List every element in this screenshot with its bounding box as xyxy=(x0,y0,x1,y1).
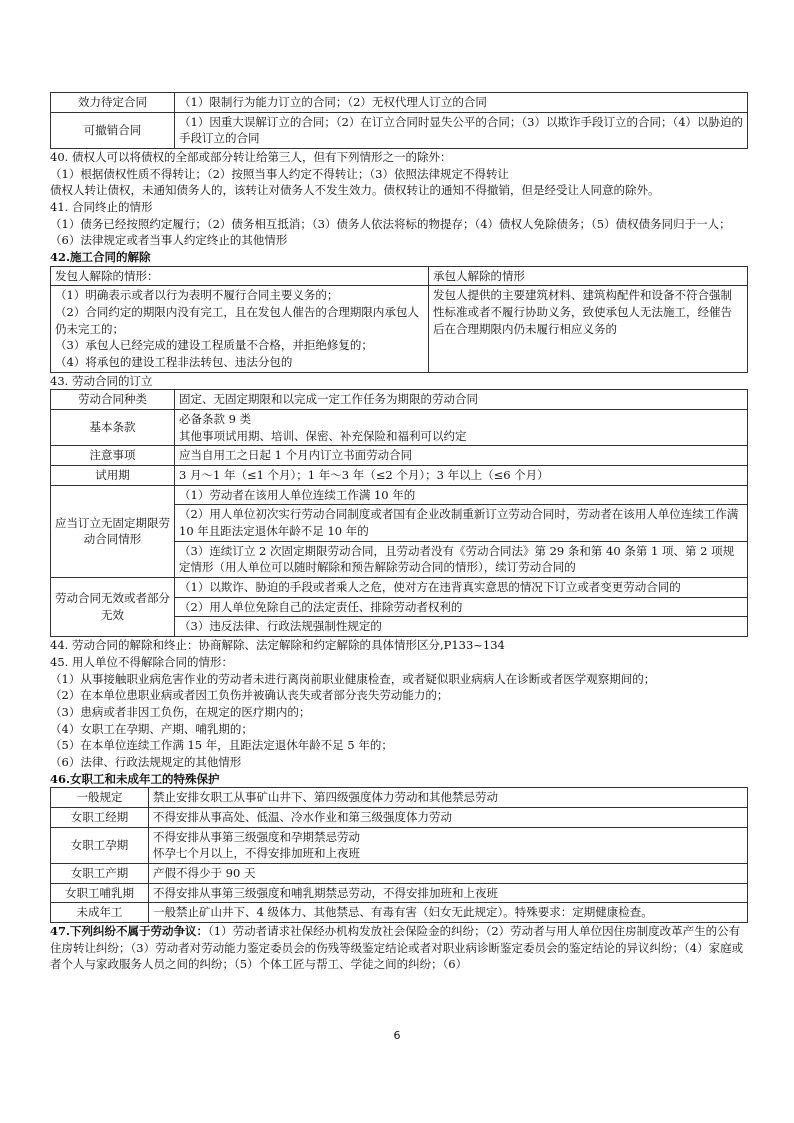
protection-value: 禁止安排女职工从事矿山井下、第四级强度体力劳动和其他禁忌劳动 xyxy=(149,788,748,808)
page-number: 6 xyxy=(393,1029,401,1042)
probation-value: 3 月～1 年（≤1 个月）；1 年～3 年（≤2 个月）；3 年以上（≤6 个月） xyxy=(175,466,748,486)
protection-label: 未成年工 xyxy=(51,903,149,923)
protection-value: 一般禁止矿山井下、4 级体力、其他禁忌、有毒有害（妇女无此规定）。特殊要求：定期健康检查。 xyxy=(149,903,748,923)
effect-label-pending: 效力待定合同 xyxy=(51,93,175,113)
employer-termination-item: （1）明确表示或者以行为表明不履行合同主要义务的； xyxy=(55,288,339,303)
contractor-termination-cell: 发包人提供的主要建筑材料、建筑构配件和设备不符合强制性标准或者不履行协助义务，致使承包人无法施工，经催告后在合理期限内仍未履行相应义务的 xyxy=(429,286,748,372)
s40-line2: 债权人转让债权，未通知债务人的，该转让对债务人不发生效力。债权转让的通知不得撤销，但是经受让人同意的除外。 xyxy=(50,183,660,198)
protection-value: 不得安排从事第三级强度和哺乳期禁忌劳动，不得安排加班和上夜班 xyxy=(149,883,748,903)
protection-label: 女职工哺乳期 xyxy=(51,883,149,903)
s47-text: （1）劳动者请求社保经办机构发放社会保险金的纠纷；（2）劳动者与用人单位因住房制度改革产生的公有住房转让纠纷；（3）劳动者对劳动能力鉴定委员会的伤残等级鉴定结论或者对职业病诊断鉴定委员会的鉴定结论的异议纠纷；（4）家庭或者个人与家政服务人员之间的纠纷；（5）个体工匠与帮工、学徒之间的纠纷；（6） xyxy=(50,923,744,972)
protection-label: 一般规定 xyxy=(51,788,149,808)
open-term-item: （2）用人单位初次实行劳动合同制度或者国有企业改制重新订立劳动合同时，劳动者在该用人单位连续工作满 10 年且距法定退休年龄不足 10 年的 xyxy=(175,505,748,541)
effect-content-revocable: （1）因重大误解订立的合同；（2）在订立合同时显失公平的合同；（3）以欺诈手段订立的合同；（4）以胁迫的手段订立的合同 xyxy=(175,112,748,148)
s45-heading: 45. 用人单位不得解除合同的情形： xyxy=(50,654,233,669)
open-term-label: 应当订立无固定期限劳动合同情形 xyxy=(51,485,175,577)
contract-types-value: 固定、无固定期限和以完成一定工作任务为期限的劳动合同 xyxy=(175,390,748,410)
open-term-item: （3）连续订立 2 次固定期限劳动合同，且劳动者没有《劳动合同法》第 29 条和第 40 条第 1 项、第 2 项规定情形（用人单位可以随时解除和预告解除劳动合同的情形），续订劳动合同的 xyxy=(175,541,748,577)
open-term-item: （1）劳动者在该用人单位连续工作满 10 年的 xyxy=(175,485,748,505)
contractor-termination-header: 承包人解除的情形 xyxy=(429,266,748,286)
s47-paragraph xyxy=(50,923,748,973)
employer-termination-header: 发包人解除的情形： xyxy=(51,266,429,286)
s40-heading: 40. 债权人可以将债权的全部或部分转让给第三人，但有下列情形之一的除外： xyxy=(50,150,452,165)
protection-label: 女职工产期 xyxy=(51,863,149,883)
notes-label: 注意事项 xyxy=(51,446,175,466)
s44-text: 44. 劳动合同的解除和终止：协商解除、法定解除和约定解除的具体情形区分,P133~134 xyxy=(50,638,505,653)
page-content xyxy=(50,92,748,973)
employer-termination-item: （3）承包人已经完成的建设工程质量不合格，并拒绝修复的； xyxy=(55,338,373,353)
protection-line: 不得安排从事第三级强度和孕期禁忌劳动 xyxy=(153,829,360,844)
construction-termination-table xyxy=(50,266,748,373)
basic-terms-line: 必备条款 9 类 xyxy=(179,412,252,427)
employer-termination-item: （2）合同约定的期限内没有完工，且在发包人催告的合理期限内承包人仍未完工的； xyxy=(55,305,419,336)
s45-item: （6）法律、行政法规规定的其他情形 xyxy=(50,754,242,769)
s45-item: （2）在本单位患职业病或者因工负伤并被确认丧失或者部分丧失劳动能力的； xyxy=(50,688,449,703)
invalid-contract-item: （2）用人单位免除自己的法定责任、排除劳动者权利的 xyxy=(175,597,748,617)
protection-label: 女职工经期 xyxy=(51,807,149,827)
invalid-contract-item: （3）违反法律、行政法规强制性规定的 xyxy=(175,617,748,637)
probation-label: 试用期 xyxy=(51,466,175,486)
invalid-contract-label: 劳动合同无效或者部分无效 xyxy=(51,578,175,637)
effect-content-pending: （1）限制行为能力订立的合同；（2）无权代理人订立的合同 xyxy=(175,93,748,113)
employer-termination-cell xyxy=(51,286,429,372)
basic-terms-cell xyxy=(175,410,748,446)
s45-item: （5）在本单位连续工作满 15 年，且距法定退休年龄不足 5 年的； xyxy=(50,738,393,753)
protection-value xyxy=(149,827,748,863)
s45-item: （3）患病或者非因工负伤，在规定的医疗期内的； xyxy=(50,704,311,719)
effect-label-revocable: 可撤销合同 xyxy=(51,112,175,148)
invalid-contract-item: （1）以欺诈、胁迫的手段或者乘人之危，使对方在违背真实意思的情况下订立或者变更劳动合同的 xyxy=(175,578,748,598)
s40-line1: （1）根据债权性质不得转让；（2）按照当事人约定不得转让；（3）依照法律规定不得转让 xyxy=(50,166,509,181)
s45-item: （4）女职工在孕期、产期、哺乳期的； xyxy=(50,721,253,736)
s45-item: （1）从事接触职业病危害作业的劳动者未进行离岗前职业健康检查，或者疑似职业病病人在诊断或者医学观察期间的； xyxy=(50,671,656,686)
notes-value: 应当自用工之日起 1 个月内订立书面劳动合同 xyxy=(175,446,748,466)
employer-termination-item: （4）将承包的建设工程非法转包、违法分包的 xyxy=(55,355,293,370)
protection-value: 不得安排从事高处、低温、冷水作业和第三级强度体力劳动 xyxy=(149,807,748,827)
s43-heading: 43. 劳动合同的订立 xyxy=(50,373,153,388)
s46-heading: 46.女职工和未成年工的特殊保护 xyxy=(50,771,220,786)
protection-value: 产假不得少于 90 天 xyxy=(149,863,748,883)
s42-heading: 42.施工合同的解除 xyxy=(50,250,151,265)
s41-text: （1）债务已经按照约定履行；（2）债务相互抵消；（3）债务人依法将标的物提存；（4）债权人免除债务；（5）债权债务同归于一人；（6）法律规定或者当事人约定终止的其他情形 xyxy=(50,216,731,248)
contract-effect-table xyxy=(50,92,748,149)
s47-heading: 47.下列纠纷不属于劳动争议： xyxy=(50,923,209,938)
labor-contract-table xyxy=(50,389,748,637)
protection-label: 女职工孕期 xyxy=(51,827,149,863)
protection-line: 怀孕七个月以上，不得安排加班和上夜班 xyxy=(153,846,360,861)
special-protection-table xyxy=(50,787,748,923)
s41-heading: 41. 合同终止的情形 xyxy=(50,200,153,215)
basic-terms-line: 其他事项试用期、培训、保密、补充保险和福利可以约定 xyxy=(179,428,467,443)
contract-types-label: 劳动合同种类 xyxy=(51,390,175,410)
basic-terms-label: 基本条款 xyxy=(51,410,175,446)
